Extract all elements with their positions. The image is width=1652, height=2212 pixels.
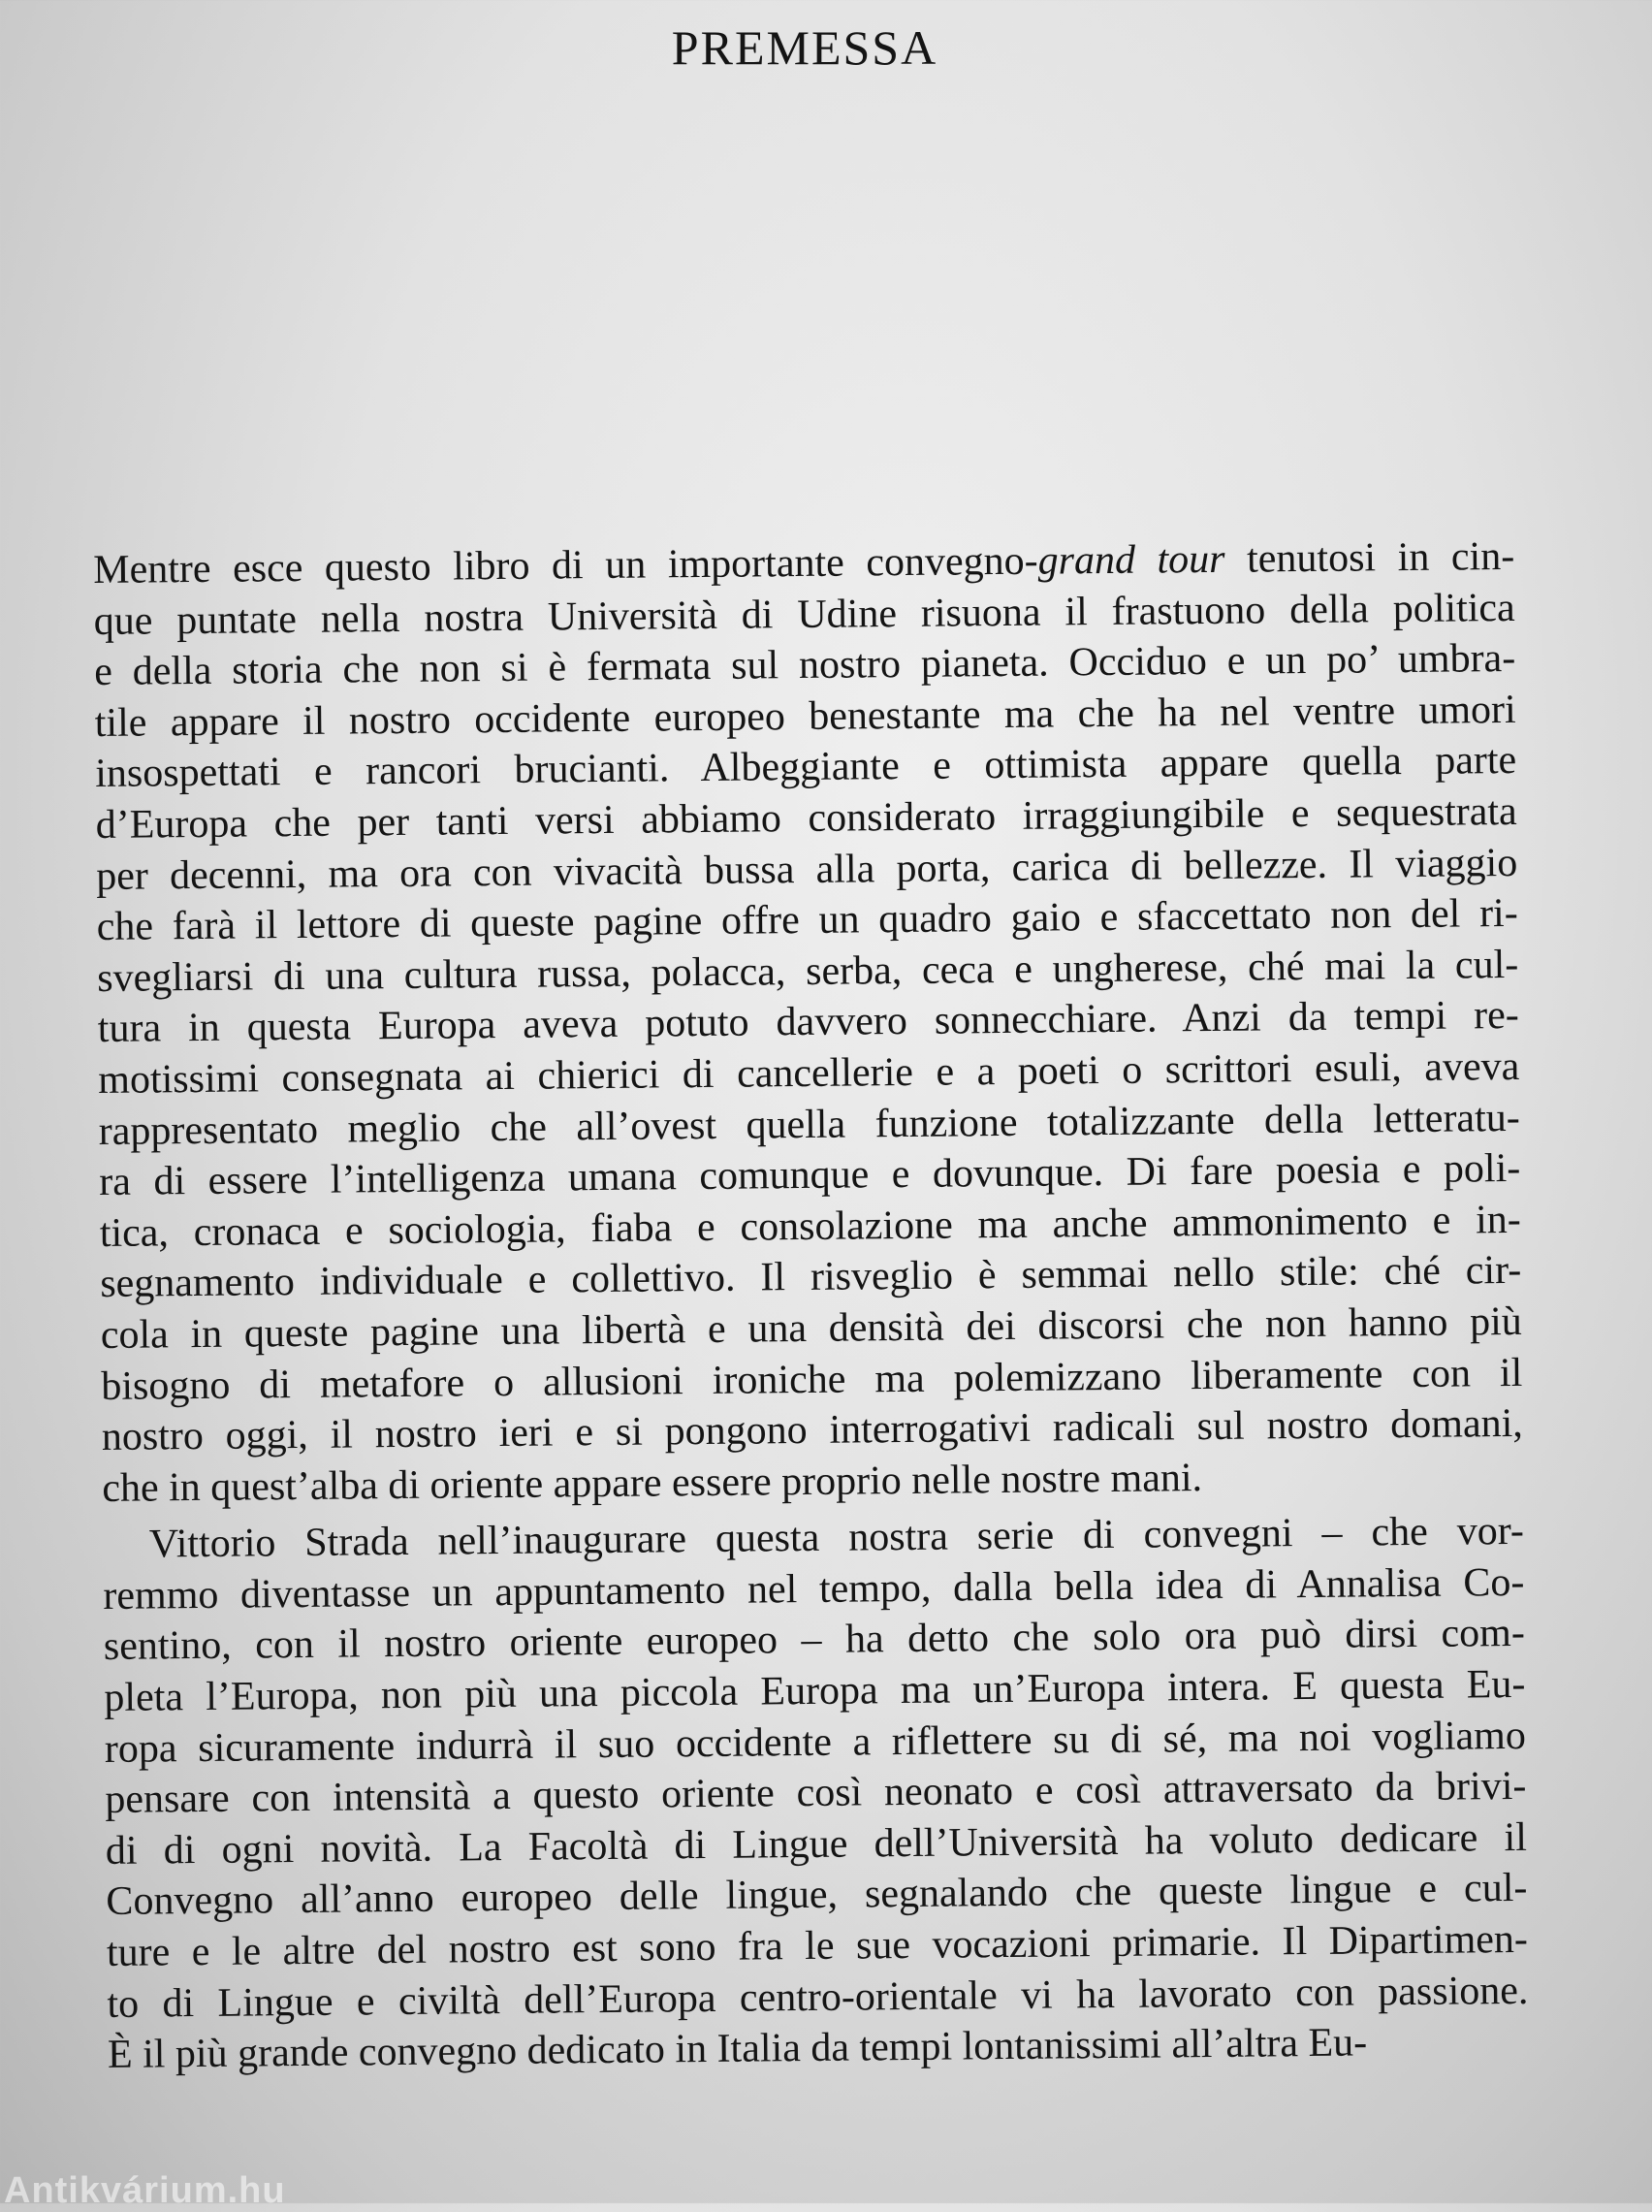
text-line: tica, cronaca e sociologia, fiaba e consolazione ma anche ammonimento e in- (99, 1197, 1521, 1256)
text-line: Convegno all’anno europeo delle lingue, segnalando che queste lingue e cul- (106, 1866, 1528, 1925)
text-line: ra di essere l’intelligenza umana comunque e dovunque. Di fare poesia e poli- (99, 1146, 1521, 1205)
text-line: motissimi consegnata ai chierici di cancellerie e a poeti o scrittori esuli, aveva (98, 1043, 1520, 1103)
text-line: segnamento individuale e collettivo. Il risveglio è semmai nello stile: ché cir- (100, 1248, 1522, 1307)
text-line: Vittorio Strada nell’inaugurare questa nostra serie di convegni – che vor- (148, 1509, 1525, 1567)
body-text (93, 531, 1529, 2081)
text-segment: tenutosi in cin- (1224, 533, 1515, 582)
text-line: tura in questa Europa aveva potuto davvero sonnecchiare. Anzi da tempi re- (97, 993, 1519, 1052)
italic-phrase: grand tour (1037, 536, 1225, 584)
text-line: pleta l’Europa, non più una piccola Europa ma un’Europa intera. E questa Eu- (104, 1661, 1526, 1721)
text-line: che in quest’alba di oriente appare essere proprio nelle nostre mani. (102, 1455, 1203, 1511)
text-line: cola in queste pagine una libertà e una densità dei discorsi che non hanno più (100, 1298, 1522, 1358)
text-line: rappresentato meglio che all’ovest quella funzione totalizzante della letteratu- (98, 1095, 1520, 1154)
text-line: insospettati e rancori brucianti. Albeggiante e ottimista appare quella parte (95, 738, 1517, 797)
text-line: d’Europa che per tanti versi abbiamo considerato irraggiungibile e sequestrata (95, 788, 1517, 848)
watermark-text: Antikvárium.hu (4, 2170, 286, 2211)
text-line: to di Lingue e civiltà dell’Europa centro-orientale vi ha lavorato con passione. (107, 1968, 1529, 2027)
text-line: remmo diventasse un appuntamento nel tempo, dalla bella idea di Annalisa Co- (103, 1559, 1525, 1619)
paragraph-1 (93, 531, 1524, 1514)
text-line: que puntate nella nostra Università di Udine risuona il frastuono della politica (93, 585, 1515, 644)
text-line: tile appare il nostro occidente europeo benestante ma che ha nel ventre umori (94, 687, 1516, 746)
text-line: bisogno di metafore o allusioni ironiche ma polemizzano liberamente con il (101, 1350, 1523, 1409)
text-line: nostro oggi, il nostro ieri e si pongono interrogativi radicali sul nostro domani, (101, 1400, 1523, 1460)
text-segment: Mentre esce questo libro di un importante convegno- (93, 538, 1038, 593)
page-title: PREMESSA (671, 20, 938, 75)
text-line: pensare con intensità a questo oriente così neonato e così attraversato da brivi- (105, 1764, 1527, 1823)
text-line: ture e le altre del nostro est sono fra le sue vocazioni primarie. Il Dipartimen- (106, 1916, 1529, 1975)
text-line: svegliarsi di una cultura russa, polacca, serba, ceca e ungherese, ché mai la cul- (97, 942, 1519, 1001)
text-line: che farà il lettore di queste pagine offre un quadro gaio e sfaccettato non del ri- (96, 891, 1518, 950)
text-line: per decenni, ma ora con vivacità bussa alla porta, carica di bellezze. Il viaggio (96, 840, 1518, 899)
text-line: sentino, con il nostro oriente europeo – ha detto che solo ora può dirsi com- (103, 1611, 1526, 1670)
text-line: di di ogni novità. La Facoltà di Lingue dell’Università ha voluto dedicare il (105, 1814, 1528, 1874)
text-line: È il più grande convegno dedicato in Italia da tempi lontanissimi all’altra Eu- (107, 2020, 1368, 2078)
paragraph-2 (103, 1506, 1529, 2081)
text-line: ropa sicuramente indurrà il suo occidente a riflettere su di sé, ma noi vogliamo (104, 1713, 1527, 1772)
text-line: e della storia che non si è fermata sul nostro pianeta. Occiduo e un po’ umbra- (94, 636, 1516, 695)
